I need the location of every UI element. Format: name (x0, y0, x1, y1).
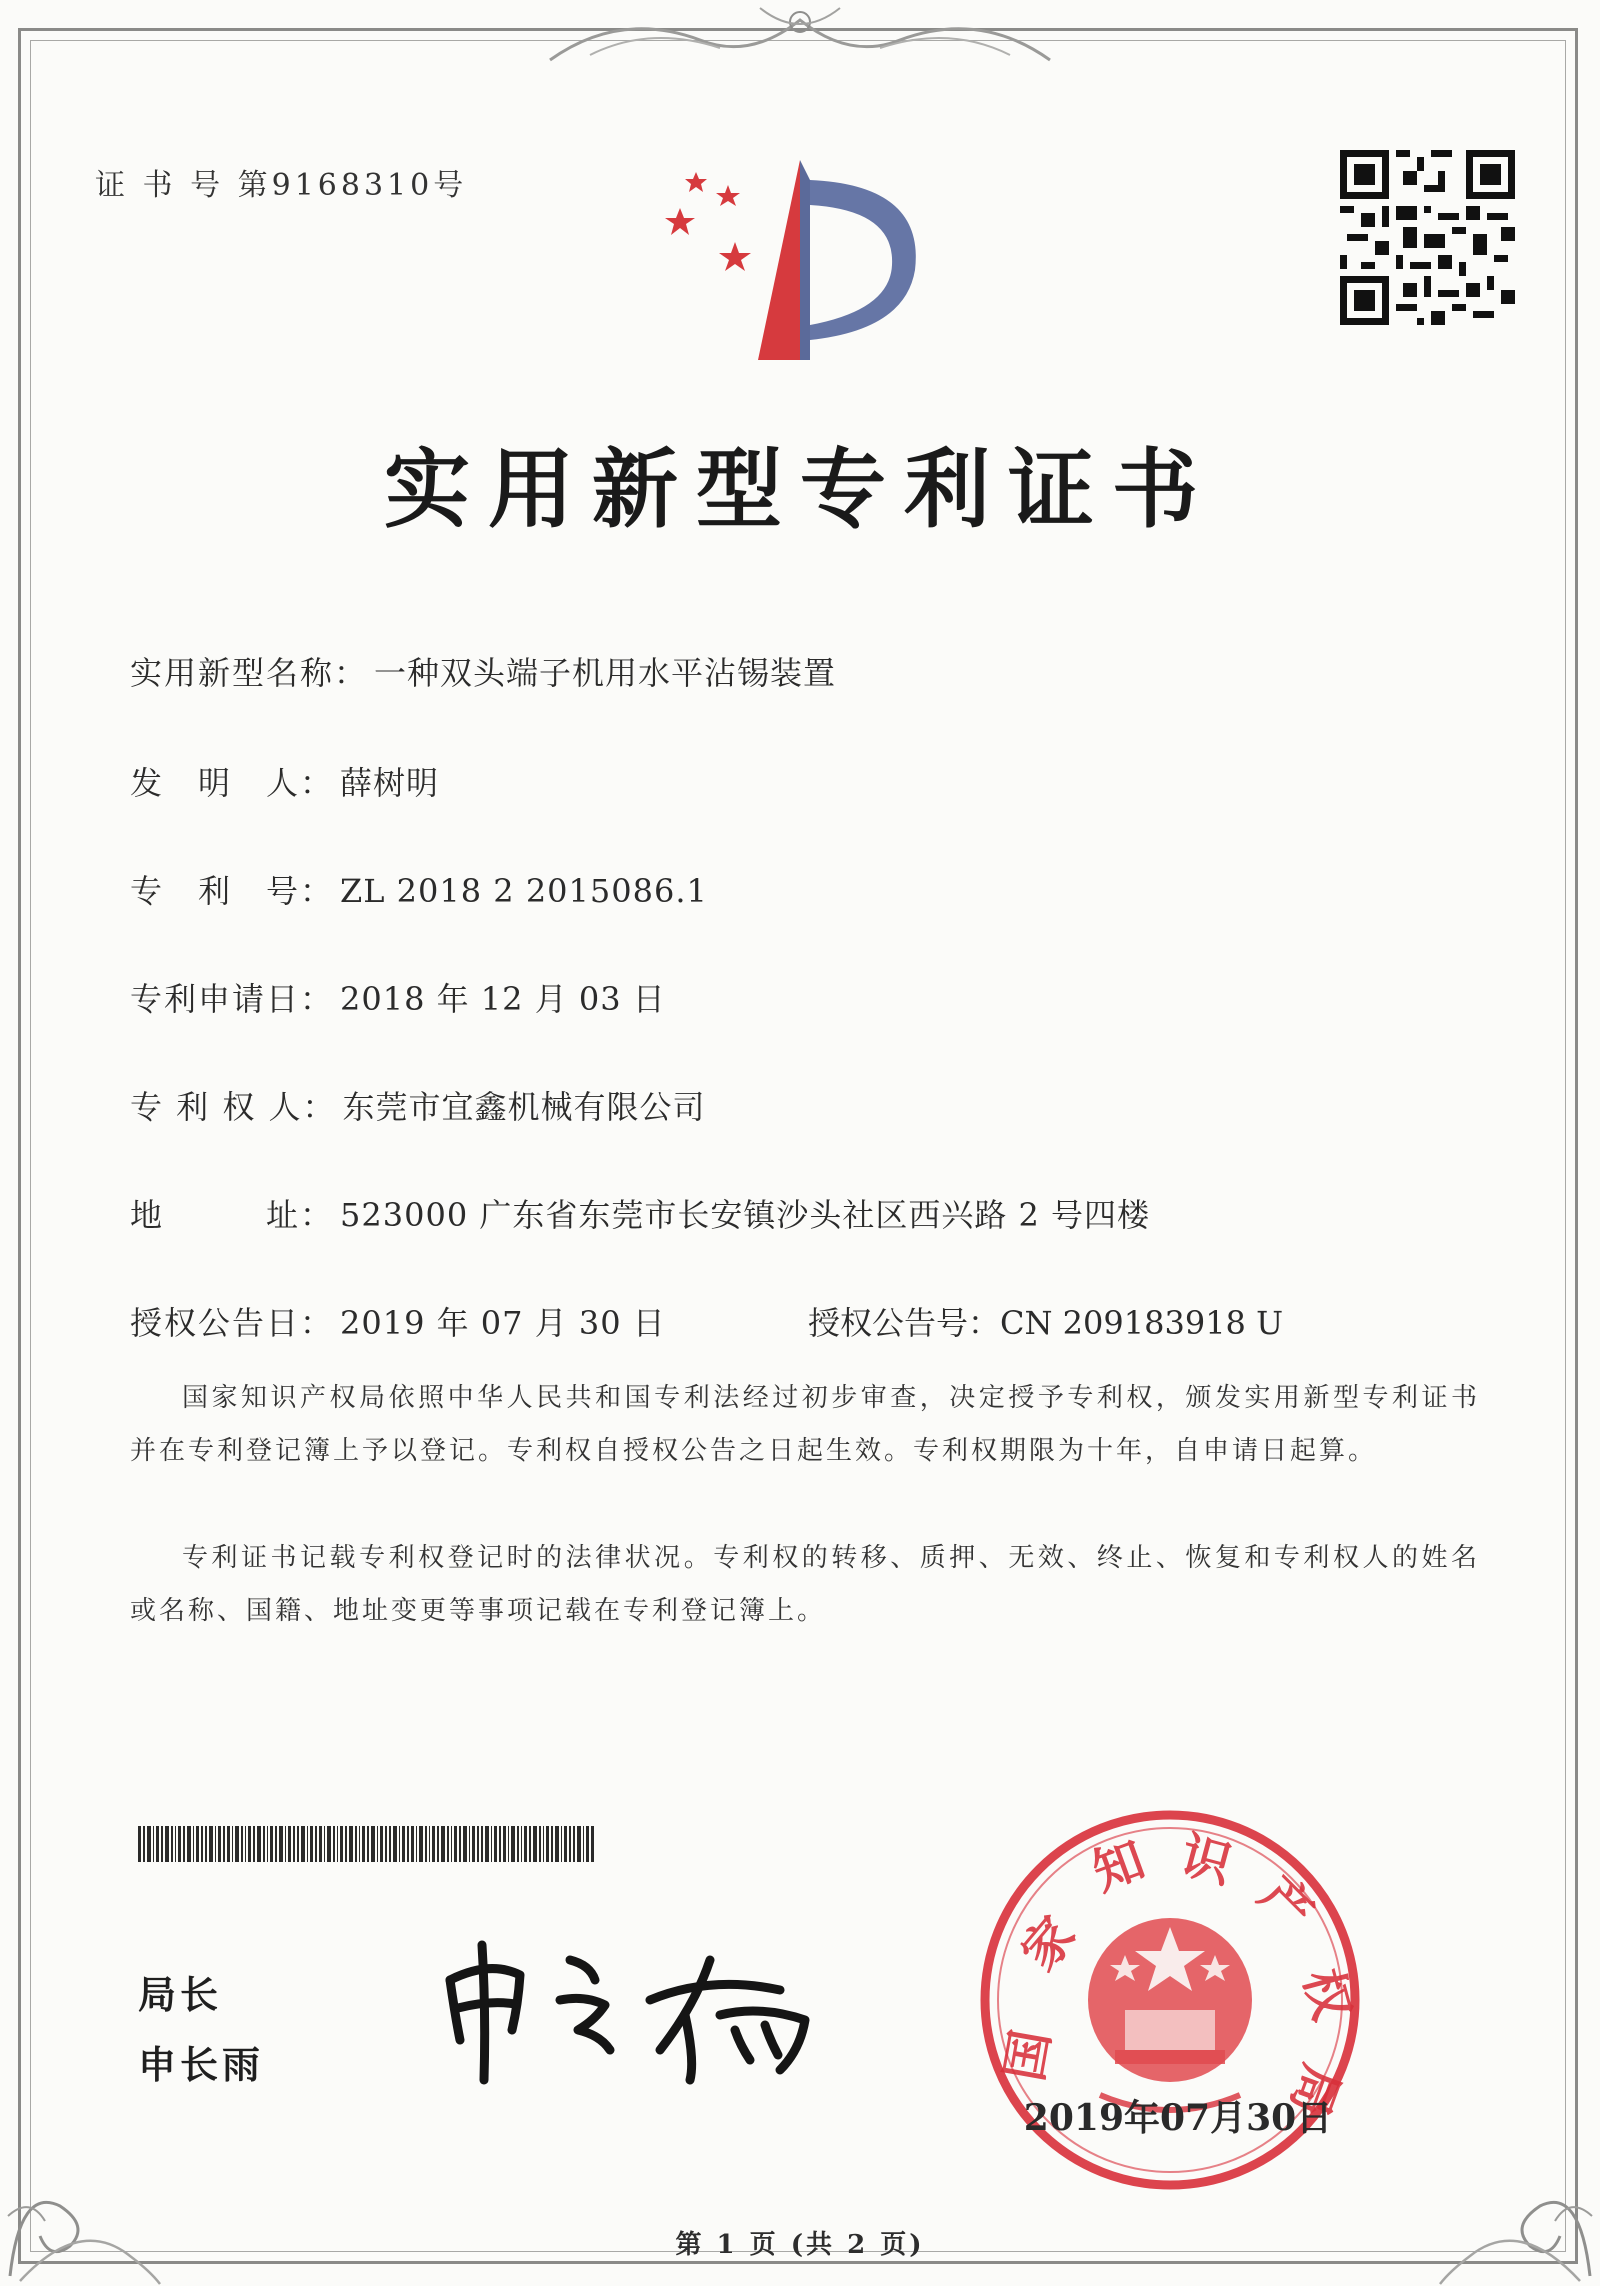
body-paragraph-2: 专利证书记载专利权登记时的法律状况。专利权的转移、质押、无效、终止、恢复和专利权人的姓名或名称、国籍、地址变更等事项记载在专利登记簿上。 (130, 1543, 1480, 1626)
barcode (138, 1826, 594, 1862)
director-block (138, 1960, 264, 2100)
field-label: 实用新型名称： (130, 654, 369, 692)
field-patentee (130, 1082, 706, 1128)
field-application-date (130, 974, 666, 1020)
svg-text:权: 权 (1292, 1962, 1363, 2027)
field-patent-number (130, 866, 708, 912)
field-value: 东莞市宜鑫机械有限公司 (342, 1088, 706, 1126)
certificate-title: 实用新型专利证书 (384, 439, 1216, 540)
svg-text:家: 家 (1009, 1905, 1087, 1982)
field-value: 523000 广东省东莞市长安镇沙头社区西兴路 2 号四楼 (340, 1196, 1151, 1234)
qr-code (1340, 150, 1515, 325)
field-value: 一种双头端子机用水平沾锡装置 (374, 654, 837, 692)
svg-text:识: 识 (1174, 1824, 1239, 1895)
svg-text:国: 国 (994, 2025, 1061, 2086)
field-label: 授权公告日： (130, 1304, 335, 1342)
field-inventor (130, 758, 439, 804)
page-number: 第 1 页 (共 2 页) (675, 2230, 925, 2260)
field-label: 地 址： (130, 1196, 335, 1234)
field-value: 2018 年 12 月 03 日 (340, 980, 666, 1018)
cnipa-logo-icon (660, 150, 940, 370)
field-label: 专利申请日： (130, 980, 335, 1018)
field-value: 薛树明 (340, 764, 440, 802)
field-label: 发 明 人： (130, 764, 335, 802)
field-label: 专 利 权 人： (130, 1088, 337, 1126)
svg-text:知: 知 (1084, 1829, 1153, 1903)
field-label: 专 利 号： (130, 872, 335, 910)
director-name: 申长雨 (138, 2042, 265, 2087)
field-grant-date (130, 1298, 666, 1344)
field-value: 2019 年 07 月 30 日 (340, 1304, 666, 1342)
field-value: ZL 2018 2 2015086.1 (340, 872, 708, 910)
field-label: 授权公告号： (808, 1304, 1001, 1342)
director-title: 局长 (138, 1972, 223, 2017)
field-utility-model-name (130, 648, 836, 694)
field-grant-number (808, 1298, 1283, 1344)
svg-text:产: 产 (1248, 1864, 1326, 1942)
director-signature (420, 1920, 840, 2090)
field-address (130, 1190, 1150, 1236)
field-value: CN 209183918 U (1000, 1304, 1284, 1342)
seal-date: 2019年07月30日 (1023, 2097, 1333, 2139)
top-ornament (530, 0, 1070, 70)
svg-text:局: 局 (1279, 2057, 1352, 2125)
certificate-number: 证 书 号 第9168310号 (95, 168, 468, 203)
body-paragraph-1: 国家知识产权局依照中华人民共和国专利法经过初步审查，决定授予专利权，颁发实用新型专利证书并在专利登记簿上予以登记。专利权自授权公告之日起生效。专利权期限为十年，自申请日起算。 (130, 1383, 1480, 1466)
